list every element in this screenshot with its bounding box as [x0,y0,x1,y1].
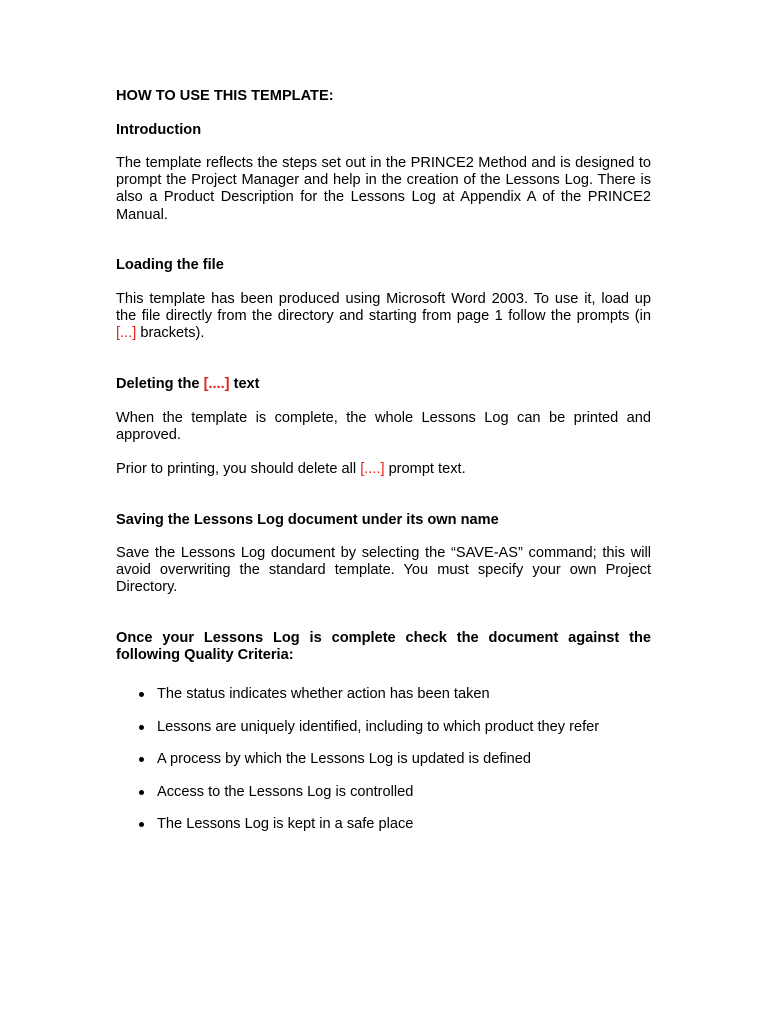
list-item [116,784,651,817]
introduction-paragraph: The template reflects the steps set out in the PRINCE2 Method and is designed to prompt the Project Manager and help in the creation of the Lessons Log. There is also a Product Description for the Lessons Log at Appendix A of the PRINCE2 Manual. [116,155,651,223]
deleting-paragraph-2 [116,461,651,478]
bullet-icon [139,757,144,762]
deleting-heading [116,376,651,393]
list-item-text: Access to the Lessons Log is controlled [157,783,414,800]
list-item-text: A process by which the Lessons Log is updated is defined [157,751,532,768]
list-item [116,751,651,784]
deleting-heading-start: Deleting the [116,376,204,392]
deleting-prompt-marker: [....] [360,461,385,477]
page-title: HOW TO USE THIS TEMPLATE: [116,88,334,104]
deleting-heading-end: text [229,376,260,392]
deleting-paragraph-1: When the template is complete, the whole Lessons Log can be printed and approved. [116,410,651,444]
saving-heading: Saving the Lessons Log document under its own name [116,512,499,528]
loading-paragraph [116,291,651,343]
bullet-icon [139,790,144,795]
deleting-text-end: prompt text. [384,461,466,477]
list-item-text: Lessons are uniquely identified, including to which product they refer [157,718,600,735]
bullet-icon [139,822,144,827]
loading-text-end: brackets). [136,325,205,342]
quality-criteria-heading: Once your Lessons Log is complete check the document against the following Quality Criteria: [116,630,651,664]
list-item-text: The Lessons Log is kept in a safe place [157,816,414,833]
introduction-heading: Introduction [116,122,202,138]
bullet-icon [139,725,144,730]
deleting-text-start: Prior to printing, you should delete all [116,461,361,477]
list-item [116,719,651,752]
loading-heading: Loading the file [116,257,224,273]
prompt-bracket-marker: [...] [116,325,137,342]
list-item-text: The status indicates whether action has been taken [157,686,490,702]
loading-text-start: This template has been produced using Microsoft Word 2003. To use it, load up the file directly from the directory and starting from page 1 follow the prompts (in [116,291,651,325]
saving-paragraph: Save the Lessons Log document by selecting the “SAVE-AS” command; this will avoid overwriting the standard template. You must specify your own Project Directory. [116,545,651,596]
list-item [116,686,651,719]
quality-criteria-list [116,686,651,849]
deleting-heading-marker: [....] [203,376,230,392]
bullet-icon [139,692,144,697]
list-item [116,816,651,849]
